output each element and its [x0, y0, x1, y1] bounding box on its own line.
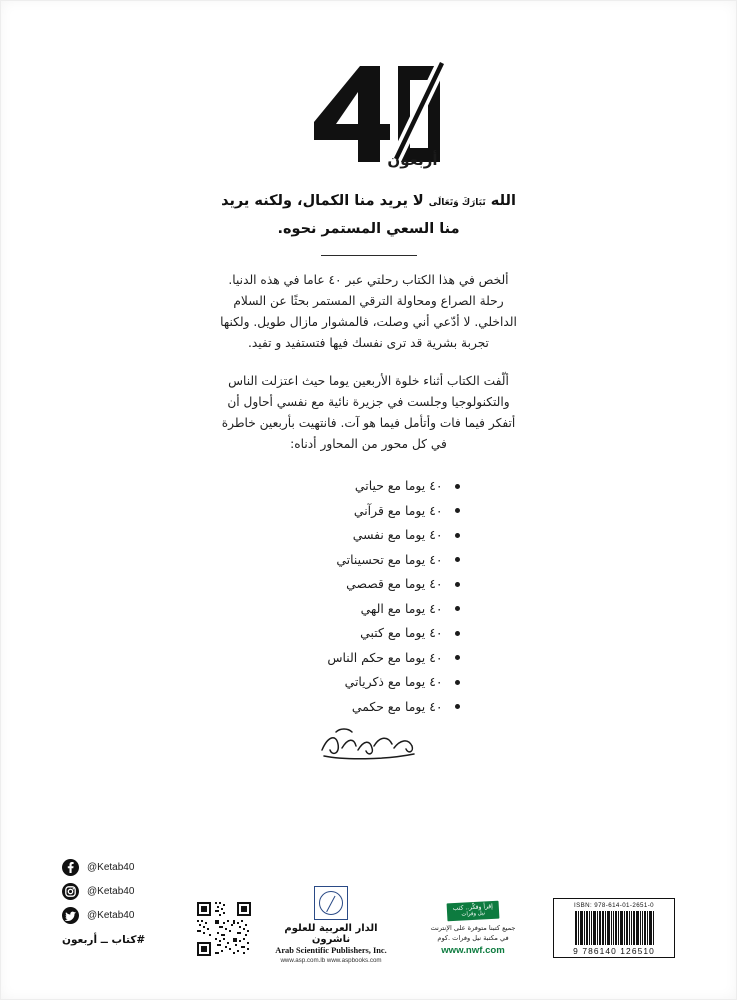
list-item-label: ٤٠ يوما مع ذكرياتي — [344, 674, 443, 689]
list-item — [204, 548, 534, 573]
publisher-urls[interactable]: www.asp.com.lb www.aspbooks.com — [280, 957, 382, 964]
list-item-label: ٤٠ يوما مع حياتي — [354, 478, 443, 493]
bullet-dot-icon — [455, 704, 460, 709]
bullet-dot-icon — [455, 484, 460, 489]
bullet-dot-icon — [455, 557, 460, 562]
isbn-digits: 9 786140 126510 — [573, 946, 655, 956]
facebook-icon — [62, 859, 79, 876]
twitter-icon — [62, 907, 79, 924]
instagram-handle: @Ketab40 — [87, 886, 135, 897]
isbn-label: ISBN: 978-614-01-2651-0 — [573, 902, 655, 909]
publisher-name-ar: الدار العربية للعلوم ناشرون — [284, 923, 378, 945]
list-item-label: ٤٠ يوما مع كتبي — [360, 625, 443, 640]
bullet-dot-icon — [455, 655, 460, 660]
cover-footer — [0, 862, 737, 1000]
publisher-name-en: Arab Scientific Publishers, Inc. — [275, 946, 387, 955]
cover-text-content — [0, 188, 737, 719]
list-item — [204, 499, 534, 524]
list-item — [204, 572, 534, 597]
bullet-dot-icon — [455, 606, 460, 611]
bullet-dot-icon — [455, 533, 460, 538]
list-item-label: ٤٠ يوما مع حكمي — [351, 698, 443, 714]
list-item — [204, 621, 534, 646]
nwf-url[interactable]: www.nwf.com — [441, 945, 505, 956]
instagram-icon — [62, 883, 79, 900]
author-signature — [0, 726, 737, 767]
nwf-text — [421, 923, 525, 943]
social-row-instagram[interactable] — [62, 883, 145, 900]
facebook-handle: @Ketab40 — [87, 862, 135, 873]
qr-code-icon[interactable] — [197, 902, 251, 956]
nwf-tag — [447, 901, 500, 922]
headline-line1-a: الله — [490, 193, 516, 209]
bullet-dot-icon — [455, 508, 460, 513]
list-item — [204, 670, 534, 695]
nwf-bookstore-block — [421, 902, 525, 956]
list-item-label: ٤٠ يوما مع قصصي — [346, 576, 443, 591]
bullet-dot-icon — [455, 582, 460, 587]
headline — [204, 188, 534, 242]
nwf-text-line2: في مكتبة نيل وفرات .كوم — [437, 934, 509, 942]
list-item-label: ٤٠ يوما مع الهي — [360, 600, 443, 616]
list-item-label: ٤٠ يوما مع تحسيناتي — [336, 551, 443, 567]
list-item — [204, 646, 534, 671]
isbn-barcode — [553, 898, 675, 958]
publisher-logo-icon — [314, 886, 348, 920]
list-item-label: ٤٠ يوما مع حكم الناس — [327, 649, 443, 665]
divider — [321, 255, 417, 256]
paragraph-1: ألخص في هذا الكتاب رحلتي عبر ٤٠ عاما في هذه الدنيا. رحلة الصراع ومحاولة الترقي المستمر بحثًا عن السلام الداخلي. لا أدّعي أني وصلت، فالمشوار مازال طويل. ولكنها تجربة بشرية قد ترى نفسك فيها فتستفيد و تفيد. — [220, 273, 517, 350]
list-item — [204, 474, 534, 499]
topics-list — [204, 474, 534, 719]
twitter-handle: @Ketab40 — [87, 910, 135, 921]
headline-line1-b: لا يريد منا الكمال، ولكنه يريد — [221, 193, 424, 209]
list-item-label: ٤٠ يوما مع قرآني — [353, 502, 443, 518]
headline-line2: منا السعي المستمر نحوه. — [277, 221, 460, 237]
social-links — [62, 859, 145, 946]
list-item — [204, 597, 534, 622]
nwf-tag-line1: إقرأ وفكّر.. كتب — [452, 902, 494, 913]
hashtag-label: #كتاب ــ أربعون — [62, 934, 146, 946]
list-item — [204, 523, 534, 548]
barcode-bars — [558, 911, 670, 945]
nwf-text-line1: جميع كتبنا متوفرة على الإنترنت — [430, 924, 516, 932]
bullet-dot-icon — [455, 631, 460, 636]
logo-40-mark — [294, 62, 444, 167]
social-row-facebook[interactable] — [62, 859, 145, 876]
publisher-block — [265, 886, 397, 964]
list-item — [204, 695, 534, 720]
bullet-dot-icon — [455, 680, 460, 685]
headline-honorific: تَبَارَكَ وَتَعَالَى — [428, 198, 486, 208]
nwf-tag-line2: نيل وفرات — [461, 910, 486, 918]
logo-word-label: أربعون — [387, 151, 438, 169]
logo-block — [0, 62, 737, 172]
paragraph-2: ألّفت الكتاب أثناء خلوة الأربعين يوما حيث اعتزلت الناس والتكنولوجيا وجلست في جزيرة نائية مع نفسي أحاول أن أتفكر فيما فات وأتأمل فيما هو آت. فانتهيت بأربعين خاطرة في كل محور من المحاور أدناه: — [221, 374, 516, 451]
list-item-label: ٤٠ يوما مع نفسي — [352, 527, 443, 542]
social-row-twitter[interactable] — [62, 907, 145, 924]
